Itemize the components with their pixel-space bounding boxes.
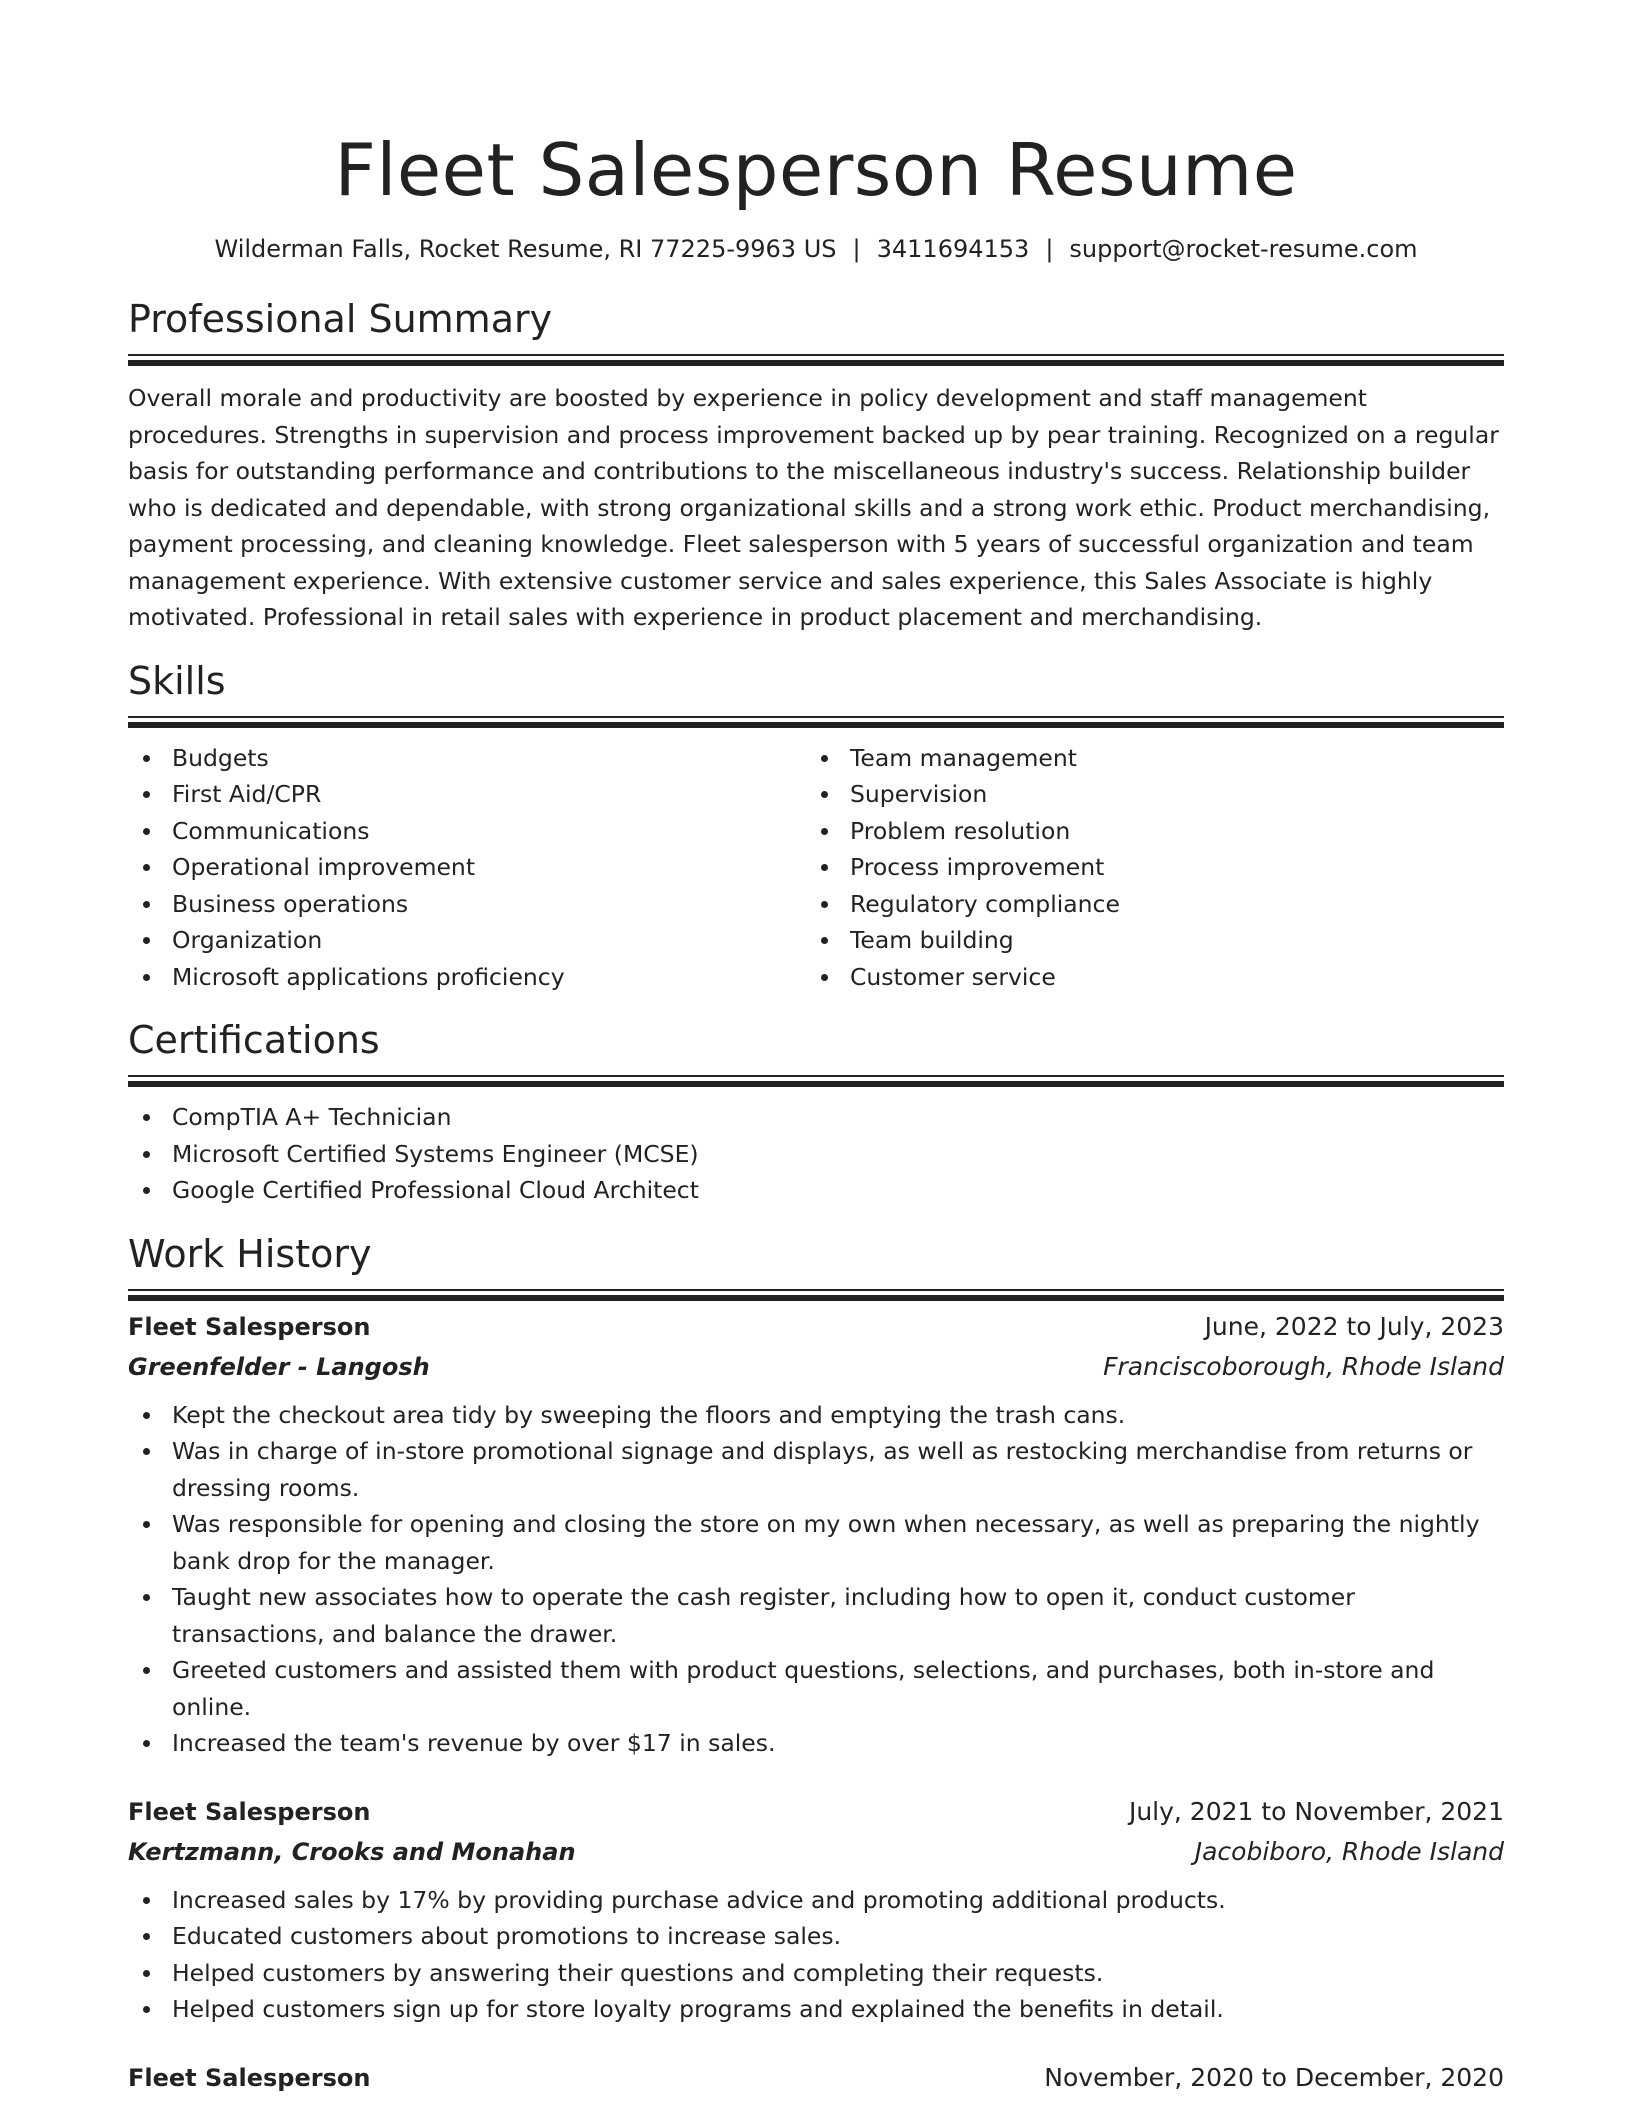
summary-section [128, 294, 1504, 636]
job-bullets [128, 1882, 1504, 2028]
skill-item: Customer service [806, 959, 1484, 996]
job-company: Kertzmann, Crooks and Monahan [128, 1837, 576, 1866]
skill-item: Budgets [128, 740, 806, 777]
summary-text: Overall morale and productivity are boosted by experience in policy development and staff management procedures. Strengths in supervision and process improvement backed up by pear training. Recognized on a regular basis for outstanding performance and contributions to the miscellaneous industry's success. Relationship builder who is dedicated and dependable, with strong organizational skills and a strong work ethic. Product merchandising, payment processing, and cleaning knowledge. Fleet salesperson with 5 years of successful organization and team management experience. With extensive customer service and sales experience, this Sales Associate is highly motivated. Professional in retail sales with experience in product placement and merchandising. [128, 384, 1499, 631]
skill-item: Microsoft applications proficiency [128, 959, 806, 996]
skills-list-left [128, 740, 806, 996]
job-header-row [128, 1792, 1504, 1832]
skills-grid [128, 740, 1504, 996]
section-divider [128, 354, 1504, 356]
job-entry [128, 2058, 1504, 2098]
job-bullet: Kept the checkout area tidy by sweeping the floors and emptying the trash cans. [128, 1397, 1504, 1434]
contact-separator: | [1045, 235, 1054, 263]
resume-page [128, 0, 1504, 2098]
job-location: Jacobiboro, Rhode Island [1194, 1836, 1504, 1866]
job-bullet: Was in charge of in-store promotional signage and displays, as well as restocking merchandise from returns or dressing rooms. [128, 1433, 1504, 1506]
section-divider [128, 1075, 1504, 1077]
job-header-row [128, 1307, 1504, 1347]
work-history-section [128, 1229, 1504, 2098]
certification-item: CompTIA A+ Technician [128, 1099, 1504, 1136]
job-bullet: Increased sales by 17% by providing purchase advice and promoting additional products. [128, 1882, 1504, 1919]
section-heading-certifications: Certifications [128, 1018, 380, 1062]
job-bullet: Increased the team's revenue by over $17 in sales. [128, 1725, 1504, 1762]
contact-phone: 3411694153 [876, 235, 1030, 263]
job-title: Fleet Salesperson [128, 1797, 371, 1826]
skill-item: First Aid/CPR [128, 776, 806, 813]
certification-item: Microsoft Certified Systems Engineer (MCSE) [128, 1136, 1504, 1173]
section-heading-summary: Professional Summary [128, 297, 553, 341]
skill-item: Communications [128, 813, 806, 850]
job-company: Greenfelder - Langosh [128, 1352, 430, 1381]
section-divider [128, 1289, 1504, 1291]
resume-title: Fleet Salesperson Resume [334, 128, 1298, 212]
skill-item: Organization [128, 922, 806, 959]
job-location: Franciscoborough, Rhode Island [1103, 1351, 1504, 1381]
skill-item: Process improvement [806, 849, 1484, 886]
skill-item: Business operations [128, 886, 806, 923]
job-bullet: Greeted customers and assisted them with product questions, selections, and purchases, both in-store and online. [128, 1652, 1504, 1725]
job-bullet: Educated customers about promotions to increase sales. [128, 1918, 1504, 1955]
job-header-row [128, 2058, 1504, 2098]
job-dates: November, 2020 to December, 2020 [1044, 2062, 1504, 2092]
job-bullet: Helped customers by answering their questions and completing their requests. [128, 1955, 1504, 1992]
job-entry [128, 1307, 1504, 1762]
job-bullet: Helped customers sign up for store loyalty programs and explained the benefits in detail. [128, 1991, 1504, 2028]
skill-item: Regulatory compliance [806, 886, 1484, 923]
job-company-row [128, 1347, 1504, 1387]
contact-line [128, 232, 1504, 266]
job-title: Fleet Salesperson [128, 1312, 371, 1341]
contact-separator: | [852, 235, 861, 263]
skills-section [128, 656, 1504, 996]
certification-item: Google Certified Professional Cloud Architect [128, 1172, 1504, 1209]
skill-item: Team building [806, 922, 1484, 959]
job-entry [128, 1792, 1504, 2028]
job-dates: July, 2021 to November, 2021 [1128, 1796, 1504, 1826]
skill-item: Team management [806, 740, 1484, 777]
job-company-row [128, 1832, 1504, 1872]
section-divider [128, 716, 1504, 718]
skill-item: Supervision [806, 776, 1484, 813]
skill-item: Problem resolution [806, 813, 1484, 850]
skill-item: Operational improvement [128, 849, 806, 886]
skills-list-right [806, 740, 1484, 996]
contact-email: support@rocket-resume.com [1069, 235, 1418, 263]
contact-address: Wilderman Falls, Rocket Resume, RI 77225-9963 US [214, 235, 837, 263]
section-heading-work-history: Work History [128, 1231, 372, 1276]
job-title: Fleet Salesperson [128, 2063, 371, 2092]
job-bullet: Taught new associates how to operate the cash register, including how to open it, conduct customer transactions, and balance the drawer. [128, 1579, 1504, 1652]
job-bullets [128, 1397, 1504, 1762]
certifications-section [128, 1015, 1504, 1209]
job-bullet: Was responsible for opening and closing the store on my own when necessary, as well as preparing the nightly bank drop for the manager. [128, 1506, 1504, 1579]
certifications-list [128, 1099, 1504, 1209]
section-heading-skills: Skills [128, 658, 226, 703]
job-dates: June, 2022 to July, 2023 [1204, 1311, 1504, 1341]
